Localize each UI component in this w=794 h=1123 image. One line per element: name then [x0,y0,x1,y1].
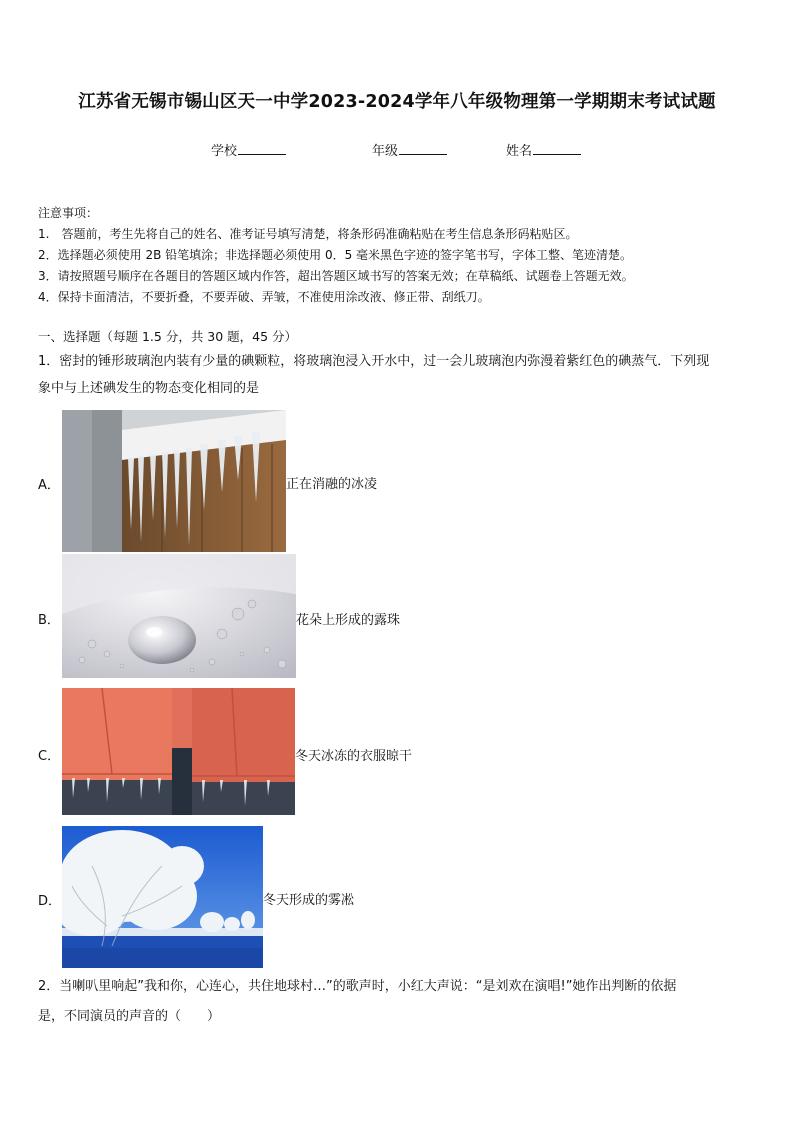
question-1-line2: 象中与上述碘发生的物态变化相同的是 [38,381,260,396]
grade-label: 年级 [372,144,399,159]
option-a-letter[interactable]: A． [38,478,60,493]
option-d-letter[interactable]: D． [38,894,62,909]
icicles-photo [62,410,286,552]
school-label: 学校 [211,144,238,159]
note-item: 3．请按照题号顺序在各题目的答题区域内作答，超出答题区域书写的答案无效；在草稿纸、试题卷上答题无效。 [38,269,634,283]
name-label: 姓名 [506,144,533,159]
dewdrop-photo [62,554,296,678]
option-b-letter[interactable]: B． [38,613,60,628]
school-field[interactable] [211,140,286,159]
option-c-text[interactable]: 冬天冰冻的衣服晾干 [295,749,413,764]
school-blank[interactable] [238,142,286,155]
grade-blank[interactable] [399,142,447,155]
section-heading: 一、选择题（每题 1.5 分，共 30 题，45 分） [38,329,298,344]
question-1-line1: 1．密封的锤形玻璃泡内装有少量的碘颗粒，将玻璃泡浸入开水中，过一会儿玻璃泡内弥漫着紫红色的碘蒸气．下列现 [38,354,710,369]
question-2-line1: 2．当喇叭里响起”我和你，心连心，共住地球村…”的歌声时，小红大声说：“是刘欢在演唱!”她作出判断的依据 [38,979,677,994]
option-d-text[interactable]: 冬天形成的雾凇 [263,893,355,908]
notes-heading: 注意事项： [38,206,99,220]
question-2 [38,972,758,1032]
question-2-line2: 是，不同演员的声音的（ ） [38,1009,221,1024]
note-item: 4．保持卡面清洁，不要折叠，不要弄破、弄皱，不准使用涂改液、修正带、刮纸刀。 [38,290,490,304]
exam-notes [38,203,634,308]
note-item: 1. 答题前，考生先将自己的姓名、准考证号填写清楚，将条形码准确粘贴在考生信息条形码粘贴区。 [38,227,578,241]
frozen-clothes-photo [62,688,295,815]
grade-field[interactable] [372,140,447,159]
name-field[interactable] [506,140,581,159]
option-c-letter[interactable]: C． [38,749,61,764]
option-b-text[interactable]: 花朵上形成的露珠 [296,613,401,628]
rime-tree-photo [62,826,263,968]
page-title: 江苏省无锡市锡山区天一中学2023-2024学年八年级物理第一学期期末考试试题 [78,92,716,112]
student-info-fields [0,140,794,160]
question-1 [38,348,758,402]
note-item: 2．选择题必须使用 2B 铅笔填涂；非选择题必须使用 0．5 毫米黑色字迹的签字笔书写，字体工整、笔迹清楚。 [38,248,633,262]
option-a-text[interactable]: 正在消融的冰凌 [286,477,378,492]
name-blank[interactable] [533,142,581,155]
